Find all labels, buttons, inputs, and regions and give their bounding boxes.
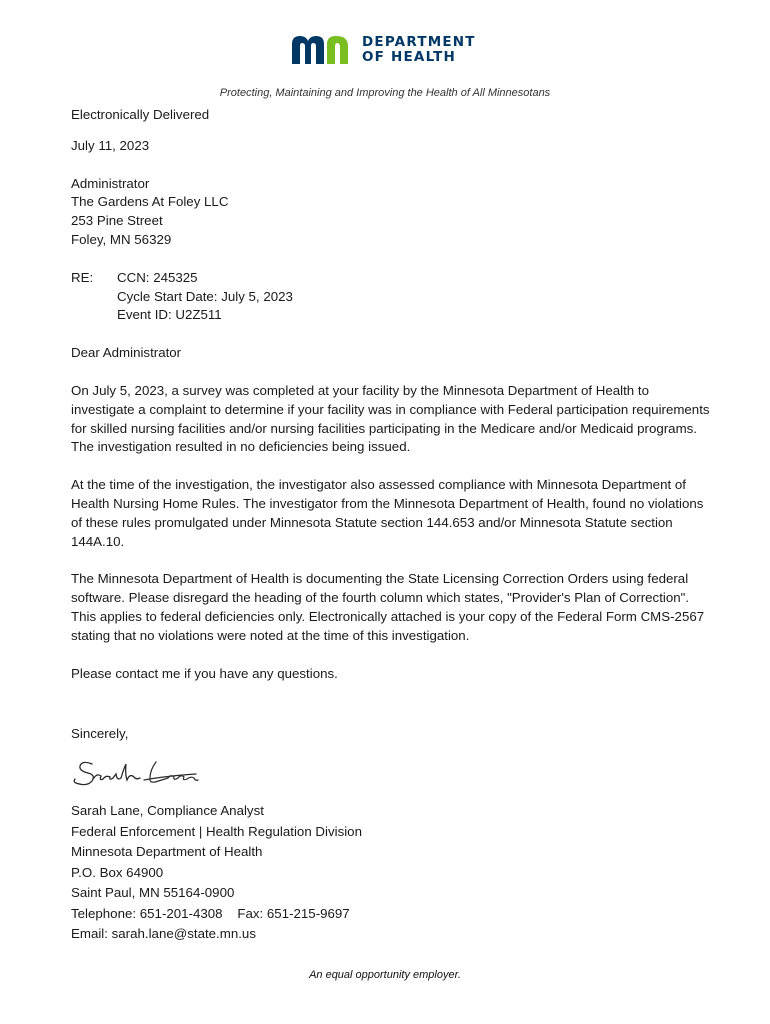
recipient-line: 253 Pine Street [71, 213, 163, 229]
re-label: RE: [71, 269, 94, 285]
sender-phone-fax: Telephone: 651-201-4308 Fax: 651-215-9697 [71, 905, 350, 921]
letter-date: July 11, 2023 [71, 137, 150, 153]
sender-organization: Minnesota Department of Health [71, 844, 263, 859]
re-cycle-start: Cycle Start Date: July 5, 2023 [117, 288, 293, 304]
sender-email: Email: sarah.lane@state.mn.us [71, 926, 256, 941]
sender-po-box: P.O. Box 64900 [71, 864, 164, 880]
sender-contact-block [71, 801, 362, 945]
sender-name-title: Sarah Lane, Compliance Analyst [71, 803, 264, 818]
letter-body [71, 106, 711, 744]
paragraph-federal-software: The Minnesota Department of Health is documenting the State Licensing Correction Orders using federal software. Please disregard the heading of the fourth column which states, "Provider's Plan of Correction". This applies to federal deficiencies only. Electronically attached is your copy of the Federal Form CMS-2567 stating that no violations were noted at the time of this investigation. [71, 571, 705, 643]
paragraph-contact: Please contact me if you have any questions. [71, 665, 338, 681]
org-name-line2: OF HEALTH [362, 49, 457, 65]
re-ccn: CCN: 245325 [117, 269, 198, 285]
org-name-line1: DEPARTMENT [362, 34, 476, 50]
mdh-logo [290, 32, 490, 68]
salutation: Dear Administrator [71, 345, 182, 361]
signature-image [70, 754, 200, 790]
re-block [71, 269, 711, 325]
paragraph-survey: On July 5, 2023, a survey was completed at your facility by the Minnesota Department of Health to investigate a complaint to determine if your facility was in compliance with Federal participation requirements for skilled nursing facilities and/or nursing facilities participating in the Medicare and/or Medicaid programs. The investigation resulted in no deficiencies being issued. [71, 382, 710, 455]
recipient-line: Administrator [71, 175, 150, 191]
tagline: Protecting, Maintaining and Improving the Health of All Minnesotans [219, 87, 551, 99]
mn-logo-mark-icon [290, 32, 354, 66]
footer-eoe: An equal opportunity employer. [309, 969, 461, 981]
sender-city-state: Saint Paul, MN 55164-0900 [71, 885, 235, 900]
delivery-method: Electronically Delivered [71, 107, 210, 122]
paragraph-state-rules: At the time of the investigation, the investigator also assessed compliance with Minnesota Department of Health Nursing Home Rules. The investigator from the Minnesota Department of Health, found no violations of these rules promulgated under Minnesota Statute section 144.653 and/or Minnesota Statute section 144A.10. [71, 477, 704, 549]
re-event-id: Event ID: U2Z511 [117, 307, 222, 323]
closing: Sincerely, [71, 726, 129, 742]
org-name [362, 35, 476, 65]
sender-division: Federal Enforcement | Health Regulation Division [71, 823, 362, 839]
recipient-line: Foley, MN 56329 [71, 231, 172, 247]
recipient-line: The Gardens At Foley LLC [71, 194, 229, 210]
recipient-address [71, 175, 711, 250]
